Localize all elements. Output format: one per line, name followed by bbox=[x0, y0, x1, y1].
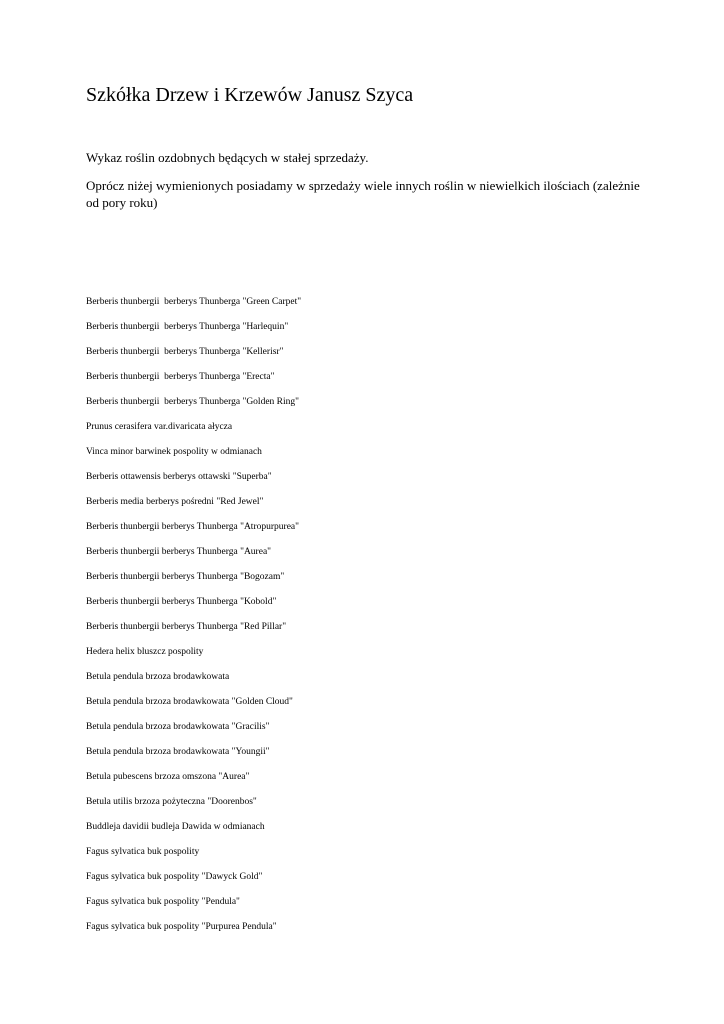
plant-list-item: Prunus cerasifera var.divaricata ałycza bbox=[86, 422, 233, 432]
plant-list-item: Betula pendula brzoza brodawkowata "Gracilis" bbox=[86, 722, 270, 732]
plant-list-item: Berberis thunbergii berberys Thunberga "Kobold" bbox=[86, 597, 277, 607]
plant-list-item: Berberis thunbergii berberys Thunberga "Aurea" bbox=[86, 547, 272, 557]
plant-list-item: Vinca minor barwinek pospolity w odmianach bbox=[86, 447, 262, 457]
plant-list-item: Betula utilis brzoza pożyteczna "Doorenbos" bbox=[86, 797, 257, 807]
plant-list-item: Berberis thunbergii berberys Thunberga "Green Carpet" bbox=[86, 297, 302, 307]
plant-list-item: Berberis thunbergii berberys Thunberga "Golden Ring" bbox=[86, 397, 300, 407]
plant-list-item: Fagus sylvatica buk pospolity "Purpurea Pendula" bbox=[86, 922, 277, 932]
document-title: Szkółka Drzew i Krzewów Janusz Szyca bbox=[86, 84, 414, 106]
intro-paragraph-1: Wykaz roślin ozdobnych będących w stałej sprzedaży. bbox=[86, 150, 369, 165]
intro-paragraph-2: Oprócz niżej wymienionych posiadamy w sprzedaży wiele innych roślin w niewielkich ilościach (zależnie od pory roku) bbox=[86, 178, 640, 210]
plant-list-item: Berberis ottawensis berberys ottawski "Superba" bbox=[86, 472, 272, 482]
plant-list-item: Betula pendula brzoza brodawkowata "Golden Cloud" bbox=[86, 697, 293, 707]
plant-list-item: Hedera helix bluszcz pospolity bbox=[86, 647, 204, 657]
plant-list-item: Berberis thunbergii berberys Thunberga "Harlequin" bbox=[86, 322, 289, 332]
plant-list-item: Berberis media berberys pośredni "Red Jewel" bbox=[86, 497, 264, 507]
plant-list-item: Fagus sylvatica buk pospolity bbox=[86, 847, 200, 857]
plant-list-item: Berberis thunbergii berberys Thunberga "Erecta" bbox=[86, 372, 275, 382]
plant-list-item: Buddleja davidii budleja Dawida w odmianach bbox=[86, 822, 265, 832]
plant-list-item: Betula pendula brzoza brodawkowata bbox=[86, 672, 230, 682]
plant-list bbox=[86, 296, 301, 946]
plant-list-item: Berberis thunbergii berberys Thunberga "Atropurpurea" bbox=[86, 522, 300, 532]
plant-list-item: Betula pubescens brzoza omszona "Aurea" bbox=[86, 772, 250, 782]
plant-list-item: Fagus sylvatica buk pospolity "Dawyck Gold" bbox=[86, 872, 263, 882]
plant-list-item: Berberis thunbergii berberys Thunberga "Kellerisr" bbox=[86, 347, 284, 357]
plant-list-item: Betula pendula brzoza brodawkowata "Youngii" bbox=[86, 747, 270, 757]
plant-list-item: Fagus sylvatica buk pospolity "Pendula" bbox=[86, 897, 240, 907]
plant-list-item: Berberis thunbergii berberys Thunberga "Red Pillar" bbox=[86, 622, 287, 632]
plant-list-item: Berberis thunbergii berberys Thunberga "Bogozam" bbox=[86, 572, 285, 582]
